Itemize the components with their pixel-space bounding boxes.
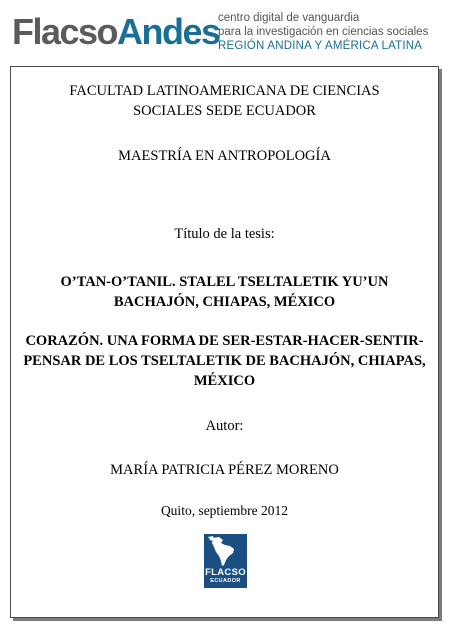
latin-america-map-icon (204, 534, 247, 568)
flacso-logo-name: FLACSO (205, 567, 246, 578)
thesis-title-label: Título de la tesis: (174, 226, 275, 242)
header-tagline (218, 11, 428, 53)
logo-flacso-text: Flacso (12, 11, 118, 52)
thesis-cover-page (10, 66, 439, 618)
thesis-title-part-2: CORAZÓN. UNA FORMA DE SER-ESTAR-HACER-SENTIR-PENSAR DE LOS TSELTALETIK DE BACHAJÓN, CHIAPAS, MÉXICO (23, 333, 426, 389)
place-and-date: Quito, septiembre 2012 (160, 503, 289, 518)
tagline-line-2: para la investigación en ciencias sociales (218, 26, 429, 38)
logo-andes-text: Andes (117, 11, 220, 52)
flacsoandes-logo[interactable] (12, 12, 220, 52)
flacso-ecuador-logo (204, 534, 247, 588)
program-name: MAESTRÍA EN ANTROPOLOGÍA (118, 148, 331, 164)
tagline-line-1: centro digital de vanguardia (218, 12, 360, 24)
thesis-title-part-1: O’TAN-O’TANIL. STALEL TSELTALETIK YU’UN BACHAJÓN, CHIAPAS, MÉXICO (60, 274, 389, 310)
tagline-line-3: REGIÓN ANDINA Y AMÉRICA LATINA (218, 40, 423, 52)
author-name: MARÍA PATRICIA PÉREZ MORENO (110, 462, 339, 478)
flacso-logo-country: ECUADOR (210, 578, 241, 584)
repository-header (0, 0, 450, 64)
institution-name: FACULTAD LATINOAMERICANA DE CIENCIAS SOCIALES SEDE ECUADOR (69, 83, 380, 119)
author-label: Autor: (205, 418, 244, 434)
